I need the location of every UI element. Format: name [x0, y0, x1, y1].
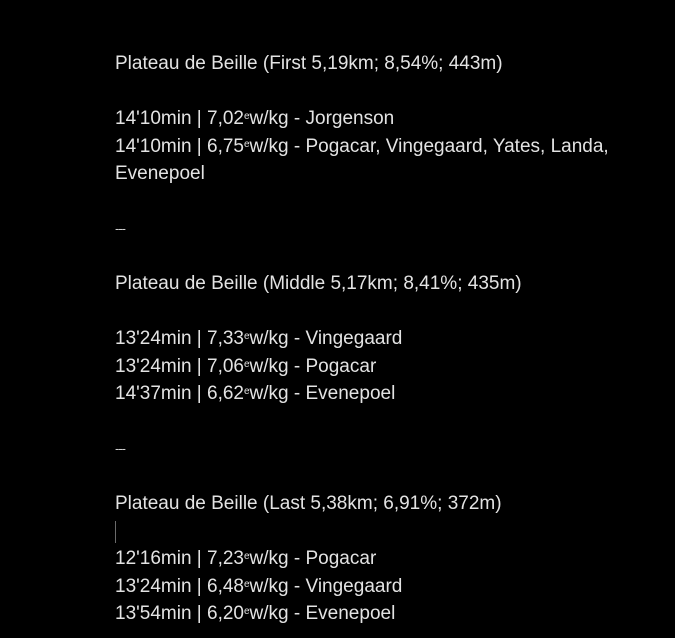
superscript-e: e: [243, 606, 250, 617]
post-text-body: [115, 50, 660, 628]
blank-line: [115, 78, 660, 106]
text-cursor[interactable]: [115, 521, 116, 543]
blank-line: [115, 298, 660, 326]
superscript-e: e: [243, 358, 250, 370]
superscript-e: e: [243, 111, 250, 122]
result-riders: w/kg - Pogacar: [249, 548, 377, 569]
result-riders: w/kg - Jorgenson: [249, 108, 395, 129]
blank-line: [115, 243, 660, 271]
result-time-power: 14'10min | 6,75: [115, 135, 244, 157]
result-time-power: 13'24min | 6,48: [115, 575, 244, 597]
result-time-power: 14'37min | 6,62: [115, 383, 244, 404]
superscript-e: e: [243, 331, 250, 342]
result-row: [115, 600, 660, 628]
result-time-power: 13'24min | 7,33: [115, 328, 244, 349]
result-row: [115, 325, 660, 353]
result-row: [115, 380, 660, 408]
result-time-power: 13'54min | 6,20: [115, 603, 244, 624]
blank-line: [115, 463, 660, 491]
blank-line: [115, 518, 660, 546]
superscript-e: e: [243, 386, 250, 397]
result-row: [115, 133, 660, 188]
superscript-e: e: [243, 578, 250, 590]
result-time-power: 12'16min | 7,23: [115, 548, 244, 569]
section-separator: ---: [115, 441, 125, 456]
result-time-power: 14'10min | 7,02: [115, 108, 244, 129]
climb-title-last: Plateau de Beille (Last 5,38km; 6,91%; 372m): [115, 493, 502, 514]
superscript-e: e: [243, 551, 250, 562]
result-row: [115, 573, 660, 601]
section-separator: ---: [115, 221, 125, 236]
result-row: [115, 353, 660, 381]
climb-title-middle: Plateau de Beille (Middle 5,17km; 8,41%; 435m): [115, 273, 522, 294]
blank-line: [115, 188, 660, 216]
result-riders: w/kg - Pogacar: [249, 355, 377, 377]
result-riders: w/kg - Vingegaard: [249, 575, 403, 597]
result-row: [115, 545, 660, 573]
result-time-power: 13'24min | 7,06: [115, 355, 244, 377]
result-riders: w/kg - Vingegaard: [249, 328, 403, 349]
climb-title-first: Plateau de Beille (First 5,19km; 8,54%; 443m): [115, 53, 503, 74]
superscript-e: e: [243, 138, 250, 150]
result-riders: w/kg - Pogacar, Vingegaard, Yates, Landa, Evenepoel: [115, 135, 609, 184]
result-riders: w/kg - Evenepoel: [249, 603, 396, 624]
result-row: [115, 105, 660, 133]
blank-line: [115, 408, 660, 436]
result-riders: w/kg - Evenepoel: [249, 383, 396, 404]
